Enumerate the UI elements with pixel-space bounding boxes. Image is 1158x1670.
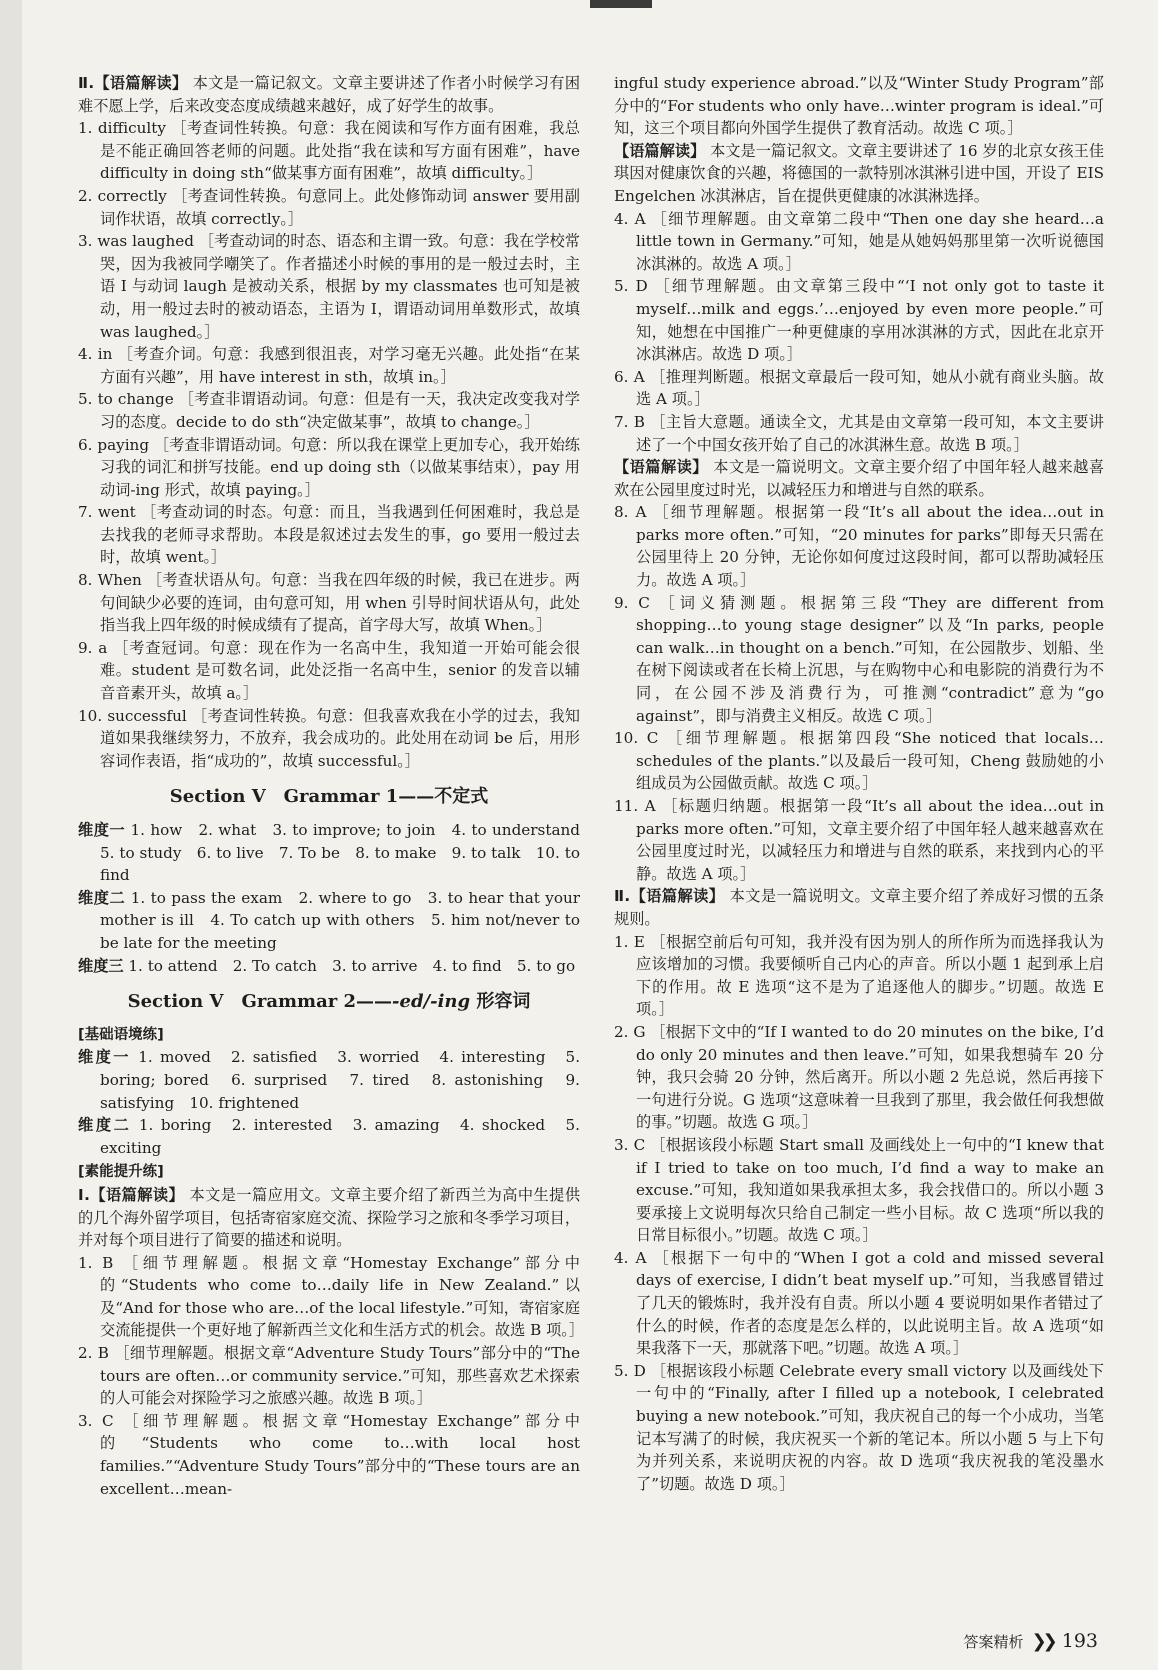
- intro-tag: 【语篇解读】: [614, 458, 708, 477]
- dimension-label: 维度一: [78, 1048, 131, 1067]
- answer-item: 5. D ［根据该段小标题 Celebrate every small victory 以及画线处下一句中的“Finally, after I filled up a notebook, I celebrated buying a new notebook.”可知，我庆祝自己的每一个小成功，当笔记本写满了的时候，我庆祝买一个新的笔记本。所以小题 5 与上下句为并列关系，来说明庆祝的内容。故 D 选项“我庆祝我的笔没墨水了”切题。故选 D 项。］: [614, 1361, 1104, 1493]
- intro-tag: Ⅱ.【语篇解读】: [78, 74, 188, 92]
- intro-tag: Ⅱ.【语篇解读】: [614, 887, 725, 906]
- answer-item: 8. A ［细节理解题。根据第一段“It’s all about the idea…out in parks more often.”可知，“20 minutes for parks”即每天只需在公园里待上 20 分钟，无论你如何度过这段时间，都可以帮助减轻压力。故选 A 项。］: [614, 503, 1104, 590]
- practice-box-basic: [基础语境练]: [78, 1026, 164, 1043]
- dimension-row: [78, 955, 580, 978]
- answer-item: 5. D ［细节理解题。由文章第三段中“‘I not only got to taste it myself…milk and eggs.’…enjoyed by even more people.”可知，她想在中国推广一种更健康的享用冰淇淋的方式，因此在北京开冰淇淋店。故选 D 项。］: [614, 277, 1104, 364]
- intro-text: 本文是一篇说明文。文章主要介绍了养成好习惯的五条规则。: [614, 887, 1105, 928]
- intro-text: 本文是一篇应用文。文章主要介绍了新西兰为高中生提供的几个海外留学项目，包括寄宿家庭交流、探险学习之旅和冬季学习项目，并对每个项目进行了简要的描述和说明。: [78, 1185, 581, 1250]
- answer-item: 10. successful ［考查词性转换。句意：但我喜欢我在小学的过去，我知道如果我继续努力，不放弃，我会成功的。此处用在动词 be 后，用形容词作表语，指“成功的”，故填 successful。］: [78, 706, 580, 770]
- section-heading-grammar-1: Section Ⅴ Grammar 1——不定式: [169, 786, 489, 808]
- page-number: 193: [1061, 1630, 1098, 1652]
- dimension-label: 维度二: [78, 888, 126, 907]
- answer-item: 7. went ［考查动词的时态。句意：而且，当我遇到任何困难时，我总是去找我的老师寻求帮助。本段是叙述过去发生的事，go 要用一般过去时，故填 went。］: [78, 503, 580, 567]
- answer-item: 11. A ［标题归纳题。根据第一段“It’s all about the idea…out in parks more often.”可知，文章主要介绍了中国年轻人越来越喜欢在公园里度过时光，以减轻压力和增进与自然的联系，来找到内心的平静。故选 A 项。］: [614, 797, 1104, 883]
- page-footer: [964, 1630, 1098, 1652]
- dimension-label: 维度二: [78, 1116, 132, 1135]
- answer-item: 4. in ［考查介词。句意：我感到很沮丧，对学习毫无兴趣。此处指“在某方面有兴趣”，用 have interest in sth，故填 in。］: [78, 345, 580, 386]
- page-binding-edge: [0, 0, 22, 1670]
- dimension-answers: 1. how 2. what 3. to improve; to join 4. to understand 5. to study 6. to live 7. To be 8. to make 9. to talk 10. to find: [100, 821, 596, 885]
- answer-item: 5. to change ［考查非谓语动词。句意：但是有一天，我决定改变我对学习的态度。decide to do sth“决定做某事”，故填 to change。］: [78, 390, 580, 431]
- continued-text: ingful study experience abroad.”以及“Winter Study Program”部分中的“For students who only have…winter program is ideal.”可知，这三个项目都向外国学生提供了教育活动。故选 C 项。］: [614, 74, 1104, 138]
- answer-item: 3. was laughed ［考查动词的时态、语态和主谓一致。句意：我在学校常哭，因为我被同学嘲笑了。作者描述小时候的事用的是一般过去时，主语 I 与动词 laugh 是被动关系，根据 by my classmates 也可知是被动，用一般过去时的被动语态，主语为 I，谓语动词用单数形式，故填 was laughed。］: [78, 232, 580, 341]
- footer-label: 答案精析: [963, 1632, 1024, 1651]
- answer-item: 9. C ［词义猜测题。根据第三段“They are different from shopping…to young stage designer”以及“In parks, people can walk…in thought on a bench.”可知，在公园散步、划船、坐在树下阅读或者在长椅上沉思，与在购物中心和电影院的消费行为不同，在公园不涉及消费行为，可推测“contradict”意为“go against”，即与消费主义相反。故选 C 项。］: [614, 593, 1104, 725]
- answer-item: 4. A ［根据下一句中的“When I got a cold and missed several days of exercise, I didn’t beat myself up.”可知，当我感冒错过了几天的锻炼时，我并没有自责。所以小题 4 要说明如果作者错过了什么的时候，作者的态度是怎么样的，以此说明主旨。故 A 选项“如果我落下一天，那就落下吧。”切题。故选 A 项。］: [614, 1248, 1104, 1358]
- dimension-row: [78, 1046, 580, 1114]
- answer-item: 1. E ［根据空前后句可知，我并没有因为别人的所作所为而选择我认为应该增加的习惯。我要倾听自己内心的声音。所以小题 1 起到承上启下的作用。故 E 选项“这不是为了追逐他人的脚步。”切题。故选 E 项。］: [614, 932, 1104, 1019]
- dimension-answers: 1. boring 2. interested 3. amazing 4. shocked 5. exciting: [100, 1116, 580, 1157]
- dimension-row: [78, 887, 580, 955]
- intro-text: 本文是一篇说明文。文章主要介绍了中国年轻人越来越喜欢在公园里度过时光，以减轻压力和增进与自然的联系。: [614, 458, 1105, 499]
- heading-italic: -ed/-ing: [392, 991, 471, 1013]
- reading-intro: [614, 885, 1104, 930]
- answer-item: 9. a ［考查冠词。句意：现在作为一名高中生，我知道一开始可能会很难。student 是可数名词，此处泛指一名高中生，senior 的发音以辅音音素开头，故填 a。］: [78, 638, 580, 703]
- heading-prefix: Section Ⅴ Grammar 2——: [127, 991, 393, 1013]
- intro-tag: 【语篇解读】: [614, 141, 706, 160]
- heading-suffix: 形容词: [470, 991, 531, 1013]
- reading-intro: [78, 1184, 580, 1252]
- dimension-answers: 1. to attend 2. To catch 3. to arrive 4. to find 5. to go: [128, 956, 576, 975]
- left-column: [78, 72, 596, 1500]
- answer-item: 2. G ［根据下文中的“If I wanted to do 20 minutes on the bike, I’d do only 20 minutes and then leave.”可知，如果我想骑车 20 分钟，我只会骑 20 分钟，然后离开。所以小题 2 先总说，然后再接下一句进行分说。G 选项“这意味着一旦我到了那里，我会做任何我想做的事。”切题。故选 G 项。］: [614, 1022, 1104, 1132]
- answer-item: 3. C ［根据该段小标题 Start small 及画线处上一句中的“I knew that if I tried to take on too much, I’d find a way to make an excuse.”可知，我知道如果我承担太多，我会找借口的。所以小题 3 要承接上文说明每次只给自己制定一些小目标。故 C 选项“所以我的日常目标很小。”切题。故选 C 项。］: [614, 1135, 1104, 1245]
- answer-item: 6. paying ［考查非谓语动词。句意：所以我在课堂上更加专心，我开始练习我的词汇和拼写技能。end up doing sth（以做某事结束），pay 用动词-ing 形式，故填 paying。］: [78, 435, 580, 499]
- reading-intro: [614, 140, 1104, 208]
- double-chevron-icon: ❯❯: [1031, 1630, 1054, 1652]
- dimension-row: [78, 1114, 580, 1159]
- top-print-mark: [590, 0, 652, 8]
- answer-item: 3. C ［细节理解题。根据文章“Homestay Exchange”部分中的“Students who come to…with local host families.”“Adventure Study Tours”部分中的“These tours are an excellent…mean-: [78, 1411, 580, 1498]
- answer-item: 7. B ［主旨大意题。通读全文，尤其是由文章第一段可知，本文主要讲述了一个中国女孩开始了自己的冰淇淋生意。故选 B 项。］: [614, 412, 1104, 454]
- section-heading-grammar-2: [78, 991, 580, 1014]
- answer-item: 2. correctly ［考查词性转换。句意同上。此处修饰动词 answer 要用副词作状语，故填 correctly。］: [78, 186, 580, 228]
- right-column: [614, 72, 1104, 1495]
- answer-item: 1. difficulty ［考查词性转换。句意：我在阅读和写作方面有困难，我总是不能正确回答老师的问题。此处指“我在读和写方面有困难”，have difficulty in doing sth“做某事方面有困难”，故填 difficulty。］: [78, 119, 580, 183]
- reading-intro: [614, 456, 1104, 501]
- answer-item: 2. B ［细节理解题。根据文章“Adventure Study Tours”部分中的“The tours are often…or community service.”可知，那些喜欢艺术探索的人可能会对探险学习之旅感兴趣。故选 B 项。］: [78, 1344, 580, 1408]
- intro-text: 本文是一篇记叙文。文章主要讲述了 16 岁的北京女孩王佳琪因对健康饮食的兴趣，将德国的一款特别冰淇淋引进中国，开设了 EIS Engelchen 冰淇淋店，旨在提供更健康的冰淇淋选择。: [614, 141, 1105, 205]
- dimension-label: 维度三: [78, 956, 124, 975]
- reading-intro: [78, 72, 580, 117]
- practice-box-advanced: [素能提升练]: [78, 1164, 164, 1181]
- answer-item: 1. B ［细节理解题。根据文章“Homestay Exchange”部分中的“Students who come to…daily life in New Zealand.”以及“And for those who are…of the local lifestyle.”可知，寄宿家庭交流能提供一个更好地了解新西兰文化和生活方式的机会。故选 B 项。］: [78, 1253, 585, 1340]
- dimension-label: 维度一: [78, 821, 126, 839]
- answer-item: 6. A ［推理判断题。根据文章最后一段可知，她从小就有商业头脑。故选 A 项。］: [614, 367, 1104, 409]
- intro-tag: Ⅰ.【语篇解读】: [78, 1185, 185, 1204]
- answer-item: 10. C ［细节理解题。根据第四段“She noticed that locals…schedules of the plants.”以及最后一段可知，Cheng 鼓励她的小组成员为公园做贡献。故选 C 项。］: [614, 729, 1104, 793]
- dimension-row: [78, 819, 596, 887]
- answer-item: 4. A ［细节理解题。由文章第二段中“Then one day she heard…a little town in Germany.”可知，她是从她妈妈那里第一次听说德国冰淇淋的。故选 A 项。］: [614, 209, 1104, 273]
- dimension-answers: 1. to pass the exam 2. where to go 3. to hear that your mother is ill 4. To catch up with others 5. him not/never to be late for the meeting: [100, 888, 581, 952]
- dimension-answers: 1. moved 2. satisfied 3. worried 4. interesting 5. boring; bored 6. surprised 7. tired 8. astonishing 9. satisfying 10. frightened: [100, 1048, 581, 1112]
- answer-item: 8. When ［考查状语从句。句意：当我在四年级的时候，我已在进步。两句间缺少必要的连词，由句意可知，用 when 引导时间状语从句，此处指当我上四年级的时候成绩有了提高，首字母大写，故填 When。］: [78, 571, 580, 635]
- intro-text: 本文是一篇记叙文。文章主要讲述了作者小时候学习有困难不愿上学，后来改变态度成绩越来越好，成了好学生的故事。: [78, 74, 581, 115]
